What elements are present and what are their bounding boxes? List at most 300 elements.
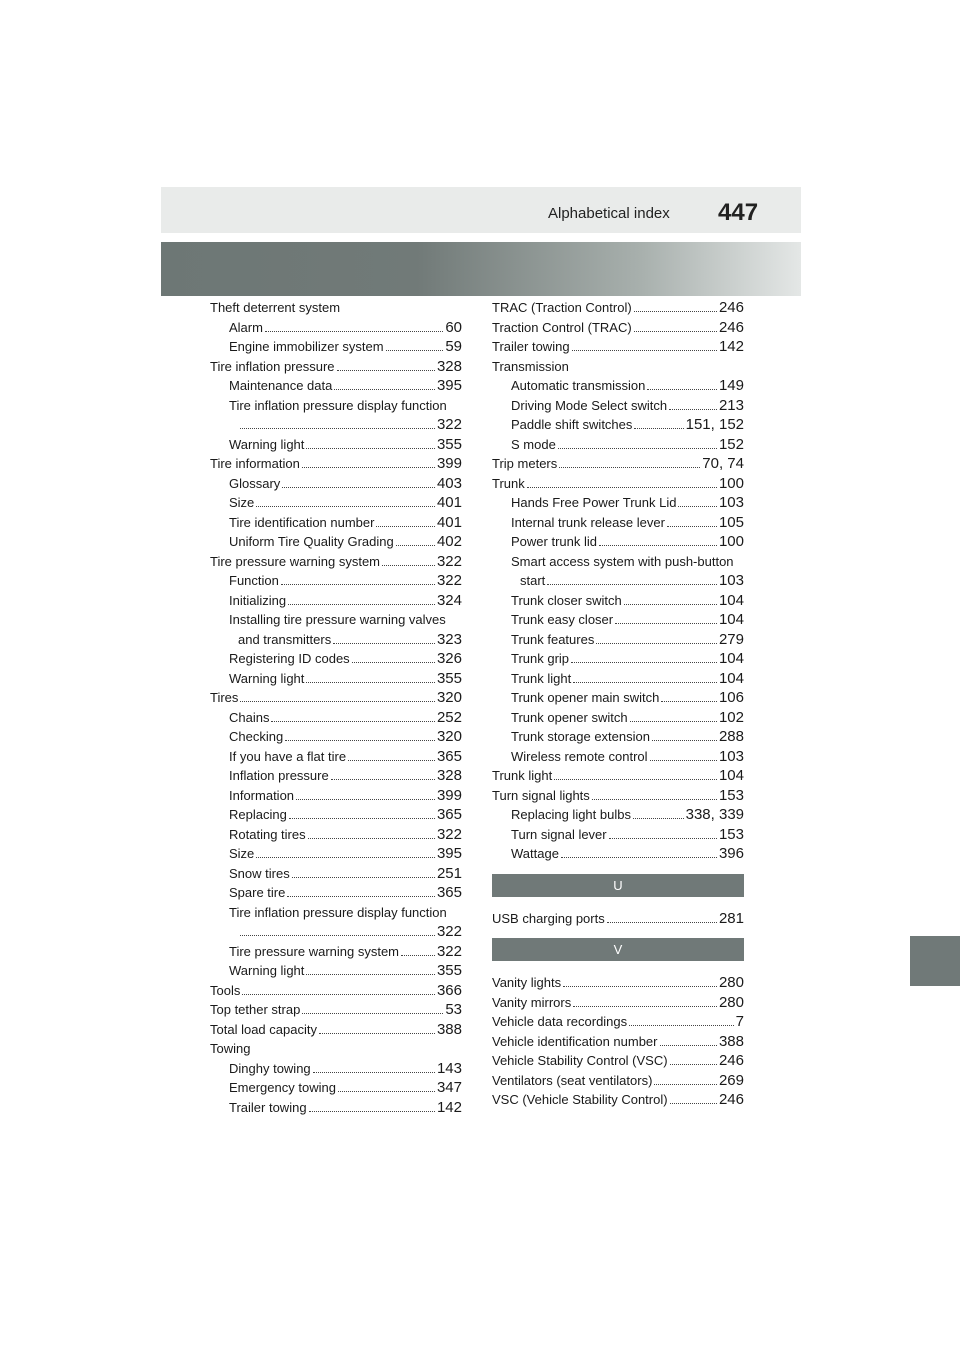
index-page-ref[interactable]: 322 xyxy=(436,942,462,960)
index-entry-label: Turn signal lights xyxy=(492,787,590,803)
dot-leader xyxy=(573,682,717,683)
dot-leader xyxy=(386,350,444,351)
index-page-ref[interactable]: 213 xyxy=(718,396,744,414)
index-entry-label: Vehicle Stability Control (VSC) xyxy=(492,1053,668,1068)
index-page-ref[interactable]: 104 xyxy=(718,611,744,628)
index-page-ref[interactable]: 322 xyxy=(436,552,462,570)
index-entry-label: Alarm xyxy=(229,319,263,335)
dot-leader xyxy=(652,740,717,741)
index-entry-label: Trunk light xyxy=(492,768,553,783)
index-subentry[interactable] xyxy=(492,825,744,845)
index-subentry[interactable] xyxy=(210,376,462,396)
index-entry-label: Trunk storage extension xyxy=(511,729,650,744)
index-entry[interactable] xyxy=(210,357,462,377)
index-page-ref[interactable]: 280 xyxy=(718,993,744,1011)
index-entry-label: Size xyxy=(229,495,255,510)
index-subentry[interactable] xyxy=(210,786,462,806)
index-section-header: U xyxy=(492,874,744,897)
dot-leader xyxy=(306,682,435,683)
index-heading: Towing xyxy=(210,1041,251,1056)
index-entry[interactable] xyxy=(492,766,744,786)
index-column-left xyxy=(210,298,462,1117)
index-entry[interactable] xyxy=(210,1020,462,1040)
dot-leader xyxy=(678,506,717,507)
index-page-ref[interactable]: 100 xyxy=(718,533,744,550)
index-entry-label: start xyxy=(520,573,546,588)
index-page-ref[interactable]: 399 xyxy=(436,786,462,804)
index-subentry[interactable] xyxy=(492,630,744,650)
index-entry-label: Engine immobilizer system xyxy=(229,339,384,354)
index-page-ref[interactable]: 355 xyxy=(436,669,462,687)
index-entry-label: Tires xyxy=(210,690,239,705)
dot-leader xyxy=(285,740,435,741)
index-page-ref[interactable]: 251 xyxy=(436,864,462,882)
dot-leader xyxy=(670,1103,717,1104)
dot-leader xyxy=(337,370,435,371)
dot-leader xyxy=(527,487,717,488)
dot-leader xyxy=(271,721,435,722)
index-subentry[interactable] xyxy=(492,435,744,455)
index-subentry[interactable] xyxy=(210,727,462,747)
index-subentry[interactable] xyxy=(210,883,462,903)
index-subentry[interactable] xyxy=(492,649,744,669)
index-page-ref[interactable]: 269 xyxy=(718,1071,744,1089)
index-heading: Transmission xyxy=(492,358,569,374)
index-subentry[interactable] xyxy=(210,493,462,513)
dot-leader xyxy=(667,526,717,527)
index-page-ref[interactable]: 100 xyxy=(718,474,744,492)
index-entry[interactable] xyxy=(492,454,744,474)
index-subentry[interactable] xyxy=(492,532,744,552)
index-entry-label: Tire pressure warning system xyxy=(229,943,400,959)
dot-leader xyxy=(592,799,717,800)
index-entry[interactable] xyxy=(492,1090,744,1110)
index-subentry[interactable] xyxy=(492,493,744,513)
index-entry[interactable] xyxy=(492,909,744,929)
index-entry-label: Function xyxy=(229,573,279,588)
index-page-ref[interactable]: 320 xyxy=(436,728,462,745)
index-subentry[interactable] xyxy=(210,1098,462,1118)
index-page-ref[interactable]: 246 xyxy=(718,1091,744,1108)
index-entry-label: S mode xyxy=(511,436,556,452)
index-page-ref[interactable]: 103 xyxy=(718,494,744,511)
index-entry-label: Glossary xyxy=(229,475,281,491)
index-entry-label: Trunk features xyxy=(511,631,595,647)
index-page-ref[interactable]: 366 xyxy=(436,981,462,999)
index-entry-label: Registering ID codes xyxy=(229,651,350,666)
index-subentry[interactable] xyxy=(492,805,744,825)
index-subentry[interactable] xyxy=(492,610,744,630)
index-entry-label: Snow tires xyxy=(229,865,290,881)
index-subentry[interactable] xyxy=(210,864,462,884)
dot-leader xyxy=(287,896,435,897)
index-page-ref[interactable]: 402 xyxy=(436,533,462,550)
index-page-ref[interactable]: 396 xyxy=(718,845,744,862)
index-page-ref[interactable]: 365 xyxy=(436,747,462,765)
dot-leader xyxy=(313,1072,435,1073)
dot-leader xyxy=(308,838,435,839)
index-entry-label: Checking xyxy=(229,729,284,744)
index-entry-label: If you have a flat tire xyxy=(229,748,347,764)
dot-leader xyxy=(302,1013,443,1014)
index-entry-label: Replacing light bulbs xyxy=(511,807,631,822)
index-page-ref[interactable]: 403 xyxy=(436,474,462,492)
index-subentry[interactable] xyxy=(210,513,462,533)
index-page-ref[interactable]: 347 xyxy=(436,1079,462,1096)
dot-leader xyxy=(558,448,717,449)
dot-leader xyxy=(654,1084,717,1085)
index-page-ref[interactable]: 60 xyxy=(445,318,462,336)
dot-leader xyxy=(242,994,435,995)
index-page-ref[interactable]: 59 xyxy=(445,338,462,355)
index-entry-label: Inflation pressure xyxy=(229,768,329,783)
index-page-ref[interactable]: 395 xyxy=(436,845,462,862)
index-subentry[interactable] xyxy=(492,669,744,689)
dot-leader xyxy=(296,799,435,800)
dot-leader xyxy=(309,1111,435,1112)
index-section-header: V xyxy=(492,938,744,961)
index-subentry[interactable] xyxy=(210,630,462,650)
dot-leader xyxy=(559,467,700,468)
index-entry-label: Tools xyxy=(210,982,241,998)
index-page-ref[interactable]: 365 xyxy=(436,806,462,823)
dot-leader xyxy=(289,818,435,819)
dot-leader xyxy=(596,643,717,644)
index-entry-label: Replacing xyxy=(229,807,287,822)
section-banner xyxy=(161,242,801,296)
index-entry-label: Internal trunk release lever xyxy=(511,514,665,530)
index-page-ref[interactable]: 142 xyxy=(436,1098,462,1116)
index-page-ref[interactable]: 106 xyxy=(718,689,744,706)
index-subentry[interactable] xyxy=(492,844,744,864)
index-page-ref[interactable]: 7 xyxy=(735,1013,744,1030)
index-entry[interactable] xyxy=(492,474,744,494)
dot-leader xyxy=(306,448,435,449)
index-page-ref[interactable]: 104 xyxy=(718,669,744,687)
index-subentry[interactable] xyxy=(492,396,744,416)
index-page-ref[interactable]: 401 xyxy=(436,494,462,511)
index-subentry[interactable] xyxy=(210,961,462,981)
dot-leader xyxy=(547,584,717,585)
dot-leader xyxy=(647,389,717,390)
index-entry-label: Size xyxy=(229,846,255,861)
dot-leader xyxy=(561,857,717,858)
index-subentry[interactable] xyxy=(210,1059,462,1079)
index-subentry[interactable] xyxy=(492,708,744,728)
dot-leader xyxy=(376,526,434,527)
index-entry-label: Paddle shift switches xyxy=(511,417,633,432)
index-page-ref[interactable]: 322 xyxy=(436,825,462,843)
index-entry-label: Warning light xyxy=(229,670,305,686)
index-entry-label: Tire pressure warning system xyxy=(210,553,381,569)
index-subentry[interactable] xyxy=(210,942,462,962)
dot-leader xyxy=(661,701,717,702)
dot-leader xyxy=(256,506,435,507)
index-subheading: Installing tire pressure warning valves xyxy=(229,612,446,627)
dot-leader xyxy=(282,487,435,488)
index-subentry[interactable] xyxy=(210,474,462,494)
index-entry-label: Wireless remote control xyxy=(511,748,648,764)
dot-leader xyxy=(334,389,435,390)
index-entry-label: Trunk easy closer xyxy=(511,612,614,627)
dot-leader xyxy=(629,1025,734,1026)
page-header-bar xyxy=(161,187,801,233)
index-page-ref[interactable]: 104 xyxy=(718,591,744,609)
index-subheading: Tire inflation pressure display function xyxy=(229,904,447,920)
index-subentry[interactable] xyxy=(492,591,744,611)
index-entry-label: Power trunk lid xyxy=(511,534,597,549)
index-entry[interactable] xyxy=(492,337,744,357)
index-entry-label: Tire inflation pressure xyxy=(210,358,335,374)
dot-leader xyxy=(660,1045,717,1046)
dot-leader xyxy=(634,331,717,332)
index-entry-label: Trunk grip xyxy=(511,651,570,666)
index-subentry[interactable] xyxy=(492,415,744,435)
dot-leader xyxy=(288,604,435,605)
dot-leader xyxy=(382,565,435,566)
index-entry-label: Trailer towing xyxy=(229,1099,307,1115)
index-page-ref[interactable]: 320 xyxy=(436,689,462,706)
index-entry-label: Driving Mode Select switch xyxy=(511,397,668,413)
index-entry[interactable] xyxy=(492,993,744,1013)
index-entry[interactable] xyxy=(210,552,462,572)
index-entry-label: Hands Free Power Trunk Lid xyxy=(511,495,677,510)
index-entry[interactable] xyxy=(210,1000,462,1020)
dot-leader xyxy=(650,760,717,761)
dot-leader xyxy=(554,779,717,780)
index-entry-label: Trunk closer switch xyxy=(511,592,622,608)
index-page-ref[interactable]: 103 xyxy=(718,747,744,765)
dot-leader xyxy=(306,974,435,975)
dot-leader xyxy=(281,584,435,585)
index-subentry[interactable] xyxy=(210,571,462,591)
dot-leader xyxy=(256,857,435,858)
index-page-ref[interactable]: 143 xyxy=(436,1059,462,1077)
dot-leader xyxy=(572,350,717,351)
index-page-ref[interactable]: 323 xyxy=(436,630,462,648)
index-page-ref[interactable]: 103 xyxy=(718,572,744,589)
dot-leader xyxy=(396,545,435,546)
index-subheading: Tire inflation pressure display function xyxy=(229,397,447,413)
dot-leader xyxy=(240,701,435,702)
index-entry[interactable] xyxy=(210,454,462,474)
index-subentry[interactable] xyxy=(210,747,462,767)
index-subentry[interactable] xyxy=(210,805,462,825)
index-page-ref[interactable]: 280 xyxy=(718,974,744,991)
dot-leader xyxy=(669,409,717,410)
dot-leader xyxy=(401,955,435,956)
dot-leader xyxy=(670,1064,717,1065)
index-entry-label: Traction Control (TRAC) xyxy=(492,319,632,335)
index-entry-label: Emergency towing xyxy=(229,1080,336,1095)
index-entry-label: Vehicle data recordings xyxy=(492,1014,628,1029)
index-page-ref[interactable]: 395 xyxy=(436,377,462,394)
index-subentry[interactable] xyxy=(210,669,462,689)
index-entry-label: Warning light xyxy=(229,436,305,452)
index-page-ref[interactable]: 281 xyxy=(718,909,744,927)
index-entry-label: Trunk light xyxy=(511,670,572,686)
index-subentry[interactable] xyxy=(492,571,744,591)
index-column-right xyxy=(492,298,744,1110)
index-entry-label: Maintenance data xyxy=(229,378,333,393)
index-page-ref[interactable]: 401 xyxy=(436,513,462,531)
index-page-ref[interactable]: 338, 339 xyxy=(685,806,744,823)
index-page-ref[interactable]: 151, 152 xyxy=(685,416,744,433)
dot-leader xyxy=(563,986,717,987)
dot-leader xyxy=(633,818,684,819)
dot-leader xyxy=(607,922,717,923)
index-page-ref[interactable]: 102 xyxy=(718,708,744,726)
index-page-ref[interactable]: 105 xyxy=(718,513,744,531)
dot-leader xyxy=(333,643,435,644)
index-subentry[interactable] xyxy=(210,922,462,942)
index-page-ref[interactable]: 104 xyxy=(718,767,744,784)
index-page-ref[interactable]: 53 xyxy=(445,1001,462,1018)
index-subentry[interactable] xyxy=(210,844,462,864)
index-page-ref[interactable]: 365 xyxy=(436,884,462,901)
index-entry-label: Ventilators (seat ventilators) xyxy=(492,1072,653,1088)
index-subentry[interactable] xyxy=(210,649,462,669)
index-entry-label: Rotating tires xyxy=(229,826,306,842)
index-entry-label: Trip meters xyxy=(492,456,558,471)
index-entry-label: Automatic transmission xyxy=(511,378,646,393)
index-entry-label: Vehicle identification number xyxy=(492,1033,658,1049)
index-entry-label: Warning light xyxy=(229,963,305,978)
index-page-ref[interactable]: 355 xyxy=(436,435,462,453)
index-entry[interactable] xyxy=(492,1071,744,1091)
index-subentry[interactable] xyxy=(210,415,462,435)
index-entry-label: Initializing xyxy=(229,592,287,608)
index-page-ref[interactable]: 322 xyxy=(436,572,462,589)
index-entry[interactable] xyxy=(492,318,744,338)
index-entry[interactable] xyxy=(492,1012,744,1032)
index-entry-label: and transmitters xyxy=(238,631,332,647)
index-page-ref[interactable]: 246 xyxy=(718,1052,744,1069)
index-entry-label: Total load capacity xyxy=(210,1021,317,1037)
index-entry-label: Vanity mirrors xyxy=(492,994,572,1010)
dot-leader xyxy=(624,604,717,605)
dot-leader xyxy=(634,311,717,312)
page-number: 447 xyxy=(718,199,759,226)
index-entry-label: Tire identification number xyxy=(229,514,375,530)
index-entry-label: Turn signal lever xyxy=(511,826,607,842)
dot-leader xyxy=(240,428,435,429)
index-page-ref[interactable]: 355 xyxy=(436,962,462,979)
dot-leader xyxy=(331,779,435,780)
index-entry-label: Top tether strap xyxy=(210,1002,301,1017)
index-subentry[interactable] xyxy=(210,766,462,786)
dot-leader xyxy=(609,838,717,839)
index-entry[interactable] xyxy=(492,973,744,993)
index-entry[interactable] xyxy=(210,981,462,1001)
dot-leader xyxy=(319,1033,435,1034)
dot-leader xyxy=(348,760,435,761)
index-page-ref[interactable]: 388 xyxy=(718,1032,744,1050)
index-page-ref[interactable]: 322 xyxy=(436,416,462,433)
index-entry-label: Trailer towing xyxy=(492,339,570,354)
index-page-ref[interactable]: 324 xyxy=(436,591,462,609)
index-page-ref[interactable]: 246 xyxy=(718,299,744,316)
dot-leader xyxy=(615,623,717,624)
index-entry[interactable] xyxy=(492,298,744,318)
index-entry[interactable] xyxy=(210,688,462,708)
index-page-ref[interactable]: 328 xyxy=(436,357,462,375)
index-page-ref[interactable]: 70, 74 xyxy=(702,455,744,472)
index-entry-label: Dinghy towing xyxy=(229,1060,311,1076)
index-subentry[interactable] xyxy=(210,337,462,357)
index-entry-label: Spare tire xyxy=(229,885,286,900)
index-entry-label: USB charging ports xyxy=(492,910,605,926)
index-page-ref[interactable]: 322 xyxy=(436,923,462,940)
index-page-ref[interactable]: 142 xyxy=(718,338,744,355)
chapter-thumb-tab xyxy=(910,936,960,986)
index-entry-label: VSC (Vehicle Stability Control) xyxy=(492,1092,668,1107)
index-subentry[interactable] xyxy=(210,708,462,728)
index-entry-label: Chains xyxy=(229,709,270,725)
index-entry-label: Information xyxy=(229,787,295,803)
index-subentry[interactable] xyxy=(210,435,462,455)
index-subentry[interactable] xyxy=(210,825,462,845)
index-page-ref[interactable]: 399 xyxy=(436,455,462,472)
index-page-ref[interactable]: 149 xyxy=(718,377,744,394)
index-page-ref[interactable]: 153 xyxy=(718,825,744,843)
dot-leader xyxy=(292,877,435,878)
index-entry[interactable] xyxy=(492,786,744,806)
dot-leader xyxy=(352,662,435,663)
index-subentry[interactable] xyxy=(492,747,744,767)
dot-leader xyxy=(338,1091,435,1092)
index-entry-label: TRAC (Traction Control) xyxy=(492,300,632,315)
index-entry-label: Vanity lights xyxy=(492,975,562,990)
index-page-ref[interactable]: 246 xyxy=(718,318,744,336)
index-subheading: Smart access system with push-button xyxy=(511,553,734,569)
dot-leader xyxy=(571,662,717,663)
index-entry[interactable] xyxy=(492,1032,744,1052)
page-header-title: Alphabetical index xyxy=(548,205,670,222)
index-entry-label: Uniform Tire Quality Grading xyxy=(229,534,394,549)
index-subentry[interactable] xyxy=(210,591,462,611)
dot-leader xyxy=(265,331,443,332)
index-page-ref[interactable]: 104 xyxy=(718,650,744,667)
index-page-ref[interactable]: 153 xyxy=(718,786,744,804)
index-subentry[interactable] xyxy=(492,727,744,747)
index-entry-label: Trunk opener main switch xyxy=(511,690,660,705)
index-heading: Theft deterrent system xyxy=(210,300,341,315)
index-subentry[interactable] xyxy=(492,513,744,533)
index-page-ref[interactable]: 152 xyxy=(718,435,744,453)
dot-leader xyxy=(634,428,683,429)
index-page-ref[interactable]: 328 xyxy=(436,767,462,784)
index-entry-label: Trunk xyxy=(492,475,525,491)
index-page-ref[interactable]: 388 xyxy=(436,1020,462,1038)
dot-leader xyxy=(302,467,435,468)
index-entry[interactable] xyxy=(492,1051,744,1071)
dot-leader xyxy=(630,721,717,722)
index-entry-label: Tire information xyxy=(210,456,300,471)
index-entry-label: Wattage xyxy=(511,846,559,861)
index-page-ref[interactable]: 279 xyxy=(718,630,744,648)
dot-leader xyxy=(240,935,435,936)
dot-leader xyxy=(599,545,717,546)
index-subentry[interactable] xyxy=(210,318,462,338)
index-subentry[interactable] xyxy=(210,532,462,552)
index-subentry[interactable] xyxy=(210,1078,462,1098)
index-subentry[interactable] xyxy=(492,376,744,396)
index-page-ref[interactable]: 252 xyxy=(436,708,462,726)
index-page-ref[interactable]: 326 xyxy=(436,650,462,667)
index-subentry[interactable] xyxy=(492,688,744,708)
index-page-ref[interactable]: 288 xyxy=(718,728,744,745)
